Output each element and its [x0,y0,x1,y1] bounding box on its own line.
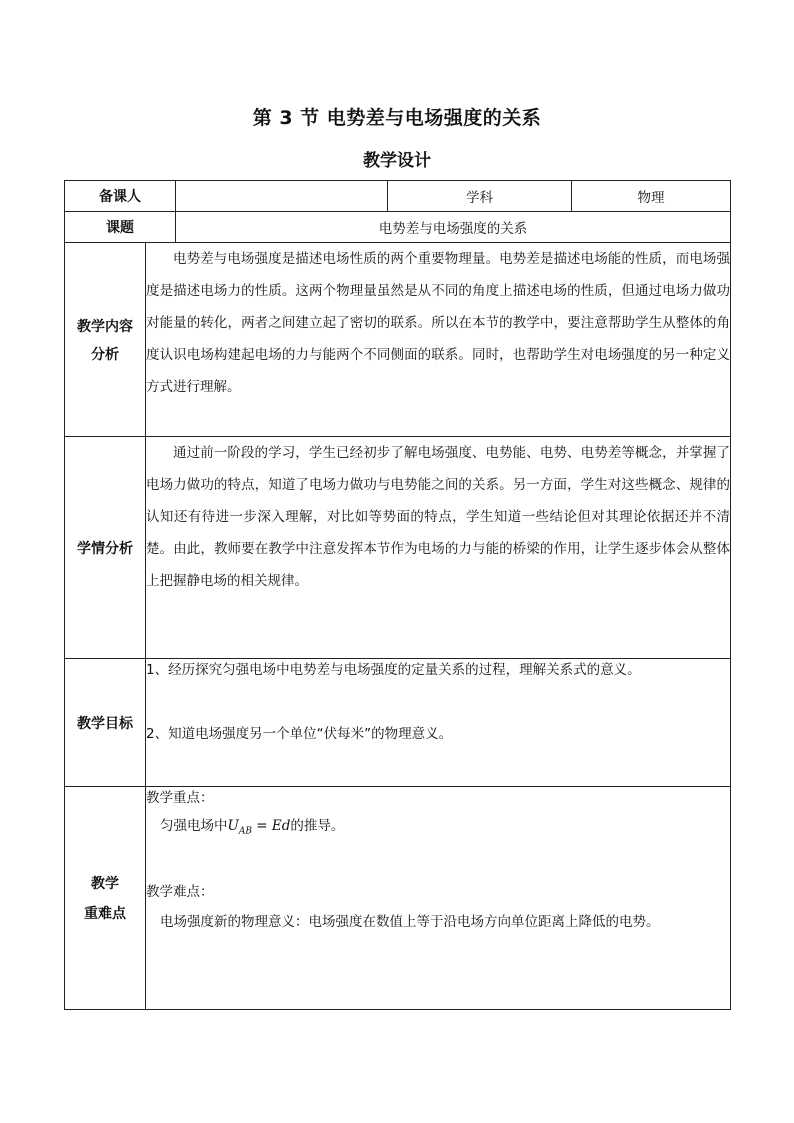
topic-value: 电势差与电场强度的关系 [176,212,731,243]
key-label-line1: 教学 [91,876,119,892]
difficulty-heading: 教学难点： [146,883,214,900]
table-row [65,243,731,437]
key-points-cell [146,787,731,1010]
formula-subscript: AB [238,826,253,837]
key-label-line2: 重难点 [84,906,126,922]
lesson-plan-table [64,180,731,1010]
formula-u: U [227,818,239,834]
goal-item: 2、知道电场强度另一个单位“伏每米”的物理意义。 [146,726,453,742]
preparer-value [176,181,388,212]
page-title: 第 3 节 电势差与电场强度的关系 [252,107,542,129]
preparer-label: 备课人 [65,181,176,212]
difficulty-text: 电场强度新的物理意义：电场强度在数值上等于沿电场方向单位距离上降低的电势。 [160,913,660,930]
key-text-post: 的推导。 [290,818,345,834]
content-analysis-label [65,243,146,437]
teaching-goals-cell [146,659,731,787]
table-row [65,659,731,787]
table-row [65,437,731,659]
subject-value: 物理 [572,181,731,212]
content-label-line1: 教学内容 [77,318,133,335]
key-heading: 教学重点： [146,790,214,806]
goal-item: 1、经历探究匀强电场中电势差与电场强度的定量关系的过程，理解关系式的意义。 [146,662,641,678]
key-points-label [65,787,146,1010]
teaching-goals-label: 教学目标 [65,659,146,787]
student-analysis-label: 学情分析 [65,437,146,659]
content-label-line2: 分析 [91,346,119,363]
page-subtitle: 教学设计 [363,151,431,171]
content-analysis-text: 电势差与电场强度是描述电场性质的两个重要物理量。电势差是描述电场能的性质，而电场强度是描述电场力的性质。这两个物理量虽然是从不同的角度上描述电场的性质，但通过电场力做功对能量的转化，两者之间建立起了密切的联系。所以在本节的教学中，要注意帮助学生从整体的角度认识电场构建起电场的力与能两个不同侧面的联系。同时，也帮助学生对电场强度的另一种定义方式进行理解。 [146,243,731,437]
table-row [65,212,731,243]
key-point-text [146,815,730,843]
formula-rest: = Ed [252,818,291,834]
table-row [65,787,731,1010]
key-text-pre: 匀强电场中 [160,818,228,834]
subject-label: 学科 [388,181,572,212]
topic-label: 课题 [65,212,176,243]
table-row [65,181,731,212]
student-analysis-text: 通过前一阶段的学习，学生已经初步了解电场强度、电势能、电势、电势差等概念，并掌握了电场力做功的特点，知道了电场力做功与电势能之间的关系。另一方面，学生对这些概念、规律的认知还有待进一步深入理解，对比如等势面的特点，学生知道一些结论但对其理论依据还并不清楚。由此，教师要在教学中注意发挥本节作为电场的力与能的桥梁的作用，让学生逐步体会从整体上把握静电场的相关规律。 [146,437,731,659]
formula [227,818,291,837]
